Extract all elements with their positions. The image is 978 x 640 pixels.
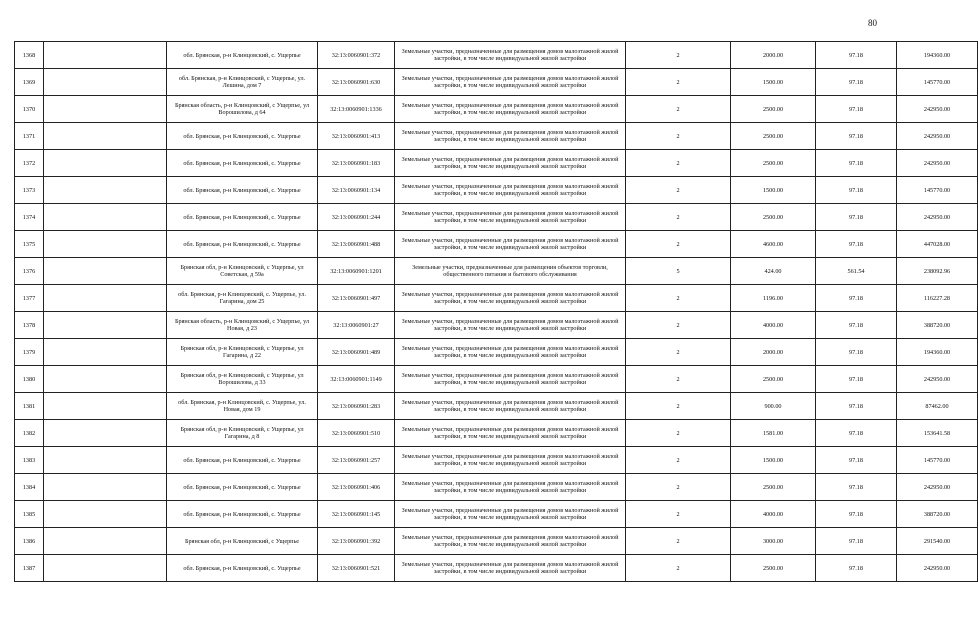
address-cell: Брянская обл, р-н Клинцовский, с Ущерпье, ул Советская, д 59а [167,258,318,285]
table-row [15,69,978,96]
specific-value-cell: 97.18 [816,528,897,555]
land-use-cell: Земельные участки, предназначенные для размещения домов малоэтажной жилой застройки, в том числе индивидуальной жилой застройки [395,285,626,312]
empty-cell [44,123,167,150]
row-number-cell: 1379 [15,339,44,366]
area-cell: 4000.00 [731,501,816,528]
row-number-cell: 1377 [15,285,44,312]
cadastral-value-cell: 242950.00 [897,555,978,582]
group-number-cell: 2 [626,42,731,69]
address-cell: обл. Брянская, р-н Клинцовский, с. Ущерпье [167,231,318,258]
cadastral-value-cell: 291540.00 [897,528,978,555]
row-number-cell: 1369 [15,69,44,96]
land-use-cell: Земельные участки, предназначенные для размещения домов малоэтажной жилой застройки, в том числе индивидуальной жилой застройки [395,231,626,258]
cadastral-value-cell: 242950.00 [897,474,978,501]
area-cell: 424.00 [731,258,816,285]
row-number-cell: 1371 [15,123,44,150]
area-cell: 1196.00 [731,285,816,312]
group-number-cell: 2 [626,339,731,366]
land-use-cell: Земельные участки, предназначенные для размещения домов малоэтажной жилой застройки, в том числе индивидуальной жилой застройки [395,69,626,96]
land-use-cell: Земельные участки, предназначенные для размещения домов малоэтажной жилой застройки, в том числе индивидуальной жилой застройки [395,501,626,528]
row-number-cell: 1376 [15,258,44,285]
area-cell: 2500.00 [731,555,816,582]
empty-cell [44,69,167,96]
area-cell: 2000.00 [731,339,816,366]
address-cell: обл. Брянская, р-н Клинцовский, с. Ущерпье [167,204,318,231]
table-body [15,42,978,582]
land-use-cell: Земельные участки, предназначенные для размещения домов малоэтажной жилой застройки, в том числе индивидуальной жилой застройки [395,528,626,555]
area-cell: 900.00 [731,393,816,420]
land-use-cell: Земельные участки, предназначенные для размещения домов малоэтажной жилой застройки, в том числе индивидуальной жилой застройки [395,312,626,339]
land-use-cell: Земельные участки, предназначенные для размещения домов малоэтажной жилой застройки, в том числе индивидуальной жилой застройки [395,420,626,447]
land-use-cell: Земельные участки, предназначенные для размещения домов малоэтажной жилой застройки, в том числе индивидуальной жилой застройки [395,204,626,231]
group-number-cell: 2 [626,528,731,555]
specific-value-cell: 97.18 [816,150,897,177]
address-cell: Брянская область, р-н Клинцовский, с Ущерпье, ул Ворошилова, д 64 [167,96,318,123]
table-row [15,555,978,582]
empty-cell [44,231,167,258]
row-number-cell: 1370 [15,96,44,123]
table-row [15,474,978,501]
land-use-cell: Земельные участки, предназначенные для размещения объектов торговли, общественного питания и бытового обслуживания [395,258,626,285]
cadastral-number-cell: 32:13:0060901:27 [318,312,395,339]
table-row [15,339,978,366]
address-cell: обл. Брянская, р-н Клинцовский, с. Ущерпье [167,150,318,177]
table-row [15,204,978,231]
empty-cell [44,393,167,420]
empty-cell [44,150,167,177]
empty-cell [44,42,167,69]
empty-cell [44,447,167,474]
row-number-cell: 1387 [15,555,44,582]
address-cell: обл. Брянская, р-н Клинцовский, с. Ущерпье [167,474,318,501]
specific-value-cell: 97.18 [816,447,897,474]
address-cell: обл. Брянская, р-н Клинцовский, с. Ущерпье [167,447,318,474]
empty-cell [44,501,167,528]
cadastral-value-cell: 388720.00 [897,501,978,528]
land-use-cell: Земельные участки, предназначенные для размещения домов малоэтажной жилой застройки, в том числе индивидуальной жилой застройки [395,393,626,420]
empty-cell [44,258,167,285]
address-cell: обл. Брянская, р-н Клинцовский, с. Ущерпье [167,177,318,204]
group-number-cell: 2 [626,123,731,150]
cadastral-value-cell: 153641.58 [897,420,978,447]
cadastral-number-cell: 32:13:0060901:1149 [318,366,395,393]
area-cell: 4600.00 [731,231,816,258]
group-number-cell: 2 [626,555,731,582]
row-number-cell: 1373 [15,177,44,204]
area-cell: 1581.00 [731,420,816,447]
cadastral-value-cell: 145770.00 [897,69,978,96]
area-cell: 4000.00 [731,312,816,339]
table-row [15,501,978,528]
group-number-cell: 2 [626,420,731,447]
land-use-cell: Земельные участки, предназначенные для размещения домов малоэтажной жилой застройки, в том числе индивидуальной жилой застройки [395,123,626,150]
land-use-cell: Земельные участки, предназначенные для размещения домов малоэтажной жилой застройки, в том числе индивидуальной жилой застройки [395,150,626,177]
address-cell: обл. Брянская, р-н Клинцовский, с. Ущерпье [167,123,318,150]
empty-cell [44,177,167,204]
area-cell: 2500.00 [731,204,816,231]
cadastral-value-cell: 242950.00 [897,366,978,393]
group-number-cell: 2 [626,285,731,312]
table-row [15,177,978,204]
specific-value-cell: 97.18 [816,123,897,150]
table-row [15,420,978,447]
row-number-cell: 1386 [15,528,44,555]
table-row [15,312,978,339]
group-number-cell: 2 [626,69,731,96]
land-use-cell: Земельные участки, предназначенные для размещения домов малоэтажной жилой застройки, в том числе индивидуальной жилой застройки [395,96,626,123]
row-number-cell: 1381 [15,393,44,420]
cadastral-number-cell: 32:13:0060901:413 [318,123,395,150]
empty-cell [44,528,167,555]
row-number-cell: 1383 [15,447,44,474]
area-cell: 1500.00 [731,177,816,204]
address-cell: обл. Брянская, р-н Клинцовский, с. Ущерпье [167,42,318,69]
cadastral-number-cell: 32:13:0060901:1336 [318,96,395,123]
cadastral-value-cell: 242950.00 [897,96,978,123]
specific-value-cell: 97.18 [816,366,897,393]
group-number-cell: 2 [626,366,731,393]
land-plot-registry-table [14,41,978,582]
area-cell: 1500.00 [731,447,816,474]
specific-value-cell: 561.54 [816,258,897,285]
area-cell: 2500.00 [731,123,816,150]
group-number-cell: 2 [626,474,731,501]
table-row [15,285,978,312]
specific-value-cell: 97.18 [816,312,897,339]
cadastral-number-cell: 32:13:0060901:244 [318,204,395,231]
table-row [15,393,978,420]
cadastral-number-cell: 32:13:0060901:521 [318,555,395,582]
address-cell: обл. Брянская, р-н Клинцовский, с. Ущерпье, ул. Новая, дом 19 [167,393,318,420]
cadastral-number-cell: 32:13:0060901:183 [318,150,395,177]
area-cell: 3000.00 [731,528,816,555]
row-number-cell: 1382 [15,420,44,447]
cadastral-value-cell: 116227.28 [897,285,978,312]
group-number-cell: 2 [626,393,731,420]
cadastral-number-cell: 32:13:0060901:372 [318,42,395,69]
specific-value-cell: 97.18 [816,420,897,447]
address-cell: обл. Брянская, р-н Клинцовский, с. Ущерпье [167,555,318,582]
group-number-cell: 2 [626,177,731,204]
empty-cell [44,366,167,393]
area-cell: 1500.00 [731,69,816,96]
table-row [15,42,978,69]
cadastral-number-cell: 32:13:0060901:257 [318,447,395,474]
cadastral-value-cell: 242950.00 [897,150,978,177]
address-cell: обл. Брянская, р-н Клинцовский, с. Ущерпье [167,501,318,528]
table-row [15,96,978,123]
cadastral-value-cell: 194360.00 [897,42,978,69]
group-number-cell: 2 [626,231,731,258]
address-cell: Брянская обл, р-н Клинцовский, с Ущерпье, ул Ворошилова, д 33 [167,366,318,393]
specific-value-cell: 97.18 [816,204,897,231]
empty-cell [44,312,167,339]
table-row [15,258,978,285]
area-cell: 2000.00 [731,42,816,69]
cadastral-number-cell: 32:13:0060901:406 [318,474,395,501]
area-cell: 2500.00 [731,150,816,177]
specific-value-cell: 97.18 [816,177,897,204]
cadastral-value-cell: 447028.00 [897,231,978,258]
cadastral-value-cell: 242950.00 [897,204,978,231]
specific-value-cell: 97.18 [816,339,897,366]
table-row [15,447,978,474]
group-number-cell: 2 [626,204,731,231]
group-number-cell: 2 [626,312,731,339]
specific-value-cell: 97.18 [816,501,897,528]
cadastral-value-cell: 238092.96 [897,258,978,285]
empty-cell [44,96,167,123]
table-row [15,231,978,258]
row-number-cell: 1385 [15,501,44,528]
row-number-cell: 1378 [15,312,44,339]
land-use-cell: Земельные участки, предназначенные для размещения домов малоэтажной жилой застройки, в том числе индивидуальной жилой застройки [395,555,626,582]
specific-value-cell: 97.18 [816,474,897,501]
table-row [15,123,978,150]
group-number-cell: 2 [626,447,731,474]
cadastral-number-cell: 32:13:0060901:489 [318,339,395,366]
address-cell: обл. Брянская, р-н Клинцовский, с. Ущерпье, ул. Гагарина, дом 25 [167,285,318,312]
area-cell: 2500.00 [731,96,816,123]
specific-value-cell: 97.18 [816,42,897,69]
cadastral-number-cell: 32:13:0060901:392 [318,528,395,555]
specific-value-cell: 97.18 [816,285,897,312]
area-cell: 2500.00 [731,474,816,501]
area-cell: 2500.00 [731,366,816,393]
table-row [15,528,978,555]
cadastral-number-cell: 32:13:0060901:497 [318,285,395,312]
row-number-cell: 1380 [15,366,44,393]
row-number-cell: 1368 [15,42,44,69]
cadastral-value-cell: 87462.00 [897,393,978,420]
cadastral-number-cell: 32:13:0060901:283 [318,393,395,420]
table-row [15,150,978,177]
land-use-cell: Земельные участки, предназначенные для размещения домов малоэтажной жилой застройки, в том числе индивидуальной жилой застройки [395,177,626,204]
cadastral-number-cell: 32:13:0060901:510 [318,420,395,447]
land-use-cell: Земельные участки, предназначенные для размещения домов малоэтажной жилой застройки, в том числе индивидуальной жилой застройки [395,474,626,501]
address-cell: Брянская обл, р-н Клинцовский, с Ущерпье [167,528,318,555]
row-number-cell: 1374 [15,204,44,231]
address-cell: Брянская область, р-н Клинцовский, с Ущерпье, ул Новая, д 23 [167,312,318,339]
empty-cell [44,474,167,501]
cadastral-number-cell: 32:13:0060901:488 [318,231,395,258]
empty-cell [44,420,167,447]
cadastral-value-cell: 388720.00 [897,312,978,339]
land-use-cell: Земельные участки, предназначенные для размещения домов малоэтажной жилой застройки, в том числе индивидуальной жилой застройки [395,42,626,69]
group-number-cell: 2 [626,501,731,528]
address-cell: обл. Брянская, р-н Клинцовский, с Ущерпье, ул. Лешина, дом 7 [167,69,318,96]
cadastral-value-cell: 242950.00 [897,123,978,150]
group-number-cell: 5 [626,258,731,285]
cadastral-value-cell: 145770.00 [897,447,978,474]
row-number-cell: 1384 [15,474,44,501]
empty-cell [44,339,167,366]
specific-value-cell: 97.18 [816,555,897,582]
cadastral-value-cell: 145770.00 [897,177,978,204]
address-cell: Брянская обл, р-н Клинцовский, с Ущерпье, ул Гагарина, д 8 [167,420,318,447]
specific-value-cell: 97.18 [816,231,897,258]
table-row [15,366,978,393]
cadastral-number-cell: 32:13:0060901:1201 [318,258,395,285]
empty-cell [44,204,167,231]
cadastral-number-cell: 32:13:0060901:134 [318,177,395,204]
land-use-cell: Земельные участки, предназначенные для размещения домов малоэтажной жилой застройки, в том числе индивидуальной жилой застройки [395,366,626,393]
page-number: 80 [868,18,877,28]
group-number-cell: 2 [626,150,731,177]
empty-cell [44,285,167,312]
row-number-cell: 1375 [15,231,44,258]
empty-cell [44,555,167,582]
cadastral-value-cell: 194360.00 [897,339,978,366]
land-use-cell: Земельные участки, предназначенные для размещения домов малоэтажной жилой застройки, в том числе индивидуальной жилой застройки [395,339,626,366]
address-cell: Брянская обл, р-н Клинцовский, с Ущерпье, ул Гагарина, д 22 [167,339,318,366]
cadastral-number-cell: 32:13:0060901:145 [318,501,395,528]
specific-value-cell: 97.18 [816,393,897,420]
row-number-cell: 1372 [15,150,44,177]
land-use-cell: Земельные участки, предназначенные для размещения домов малоэтажной жилой застройки, в том числе индивидуальной жилой застройки [395,447,626,474]
group-number-cell: 2 [626,96,731,123]
specific-value-cell: 97.18 [816,96,897,123]
cadastral-number-cell: 32:13:0060901:630 [318,69,395,96]
specific-value-cell: 97.18 [816,69,897,96]
